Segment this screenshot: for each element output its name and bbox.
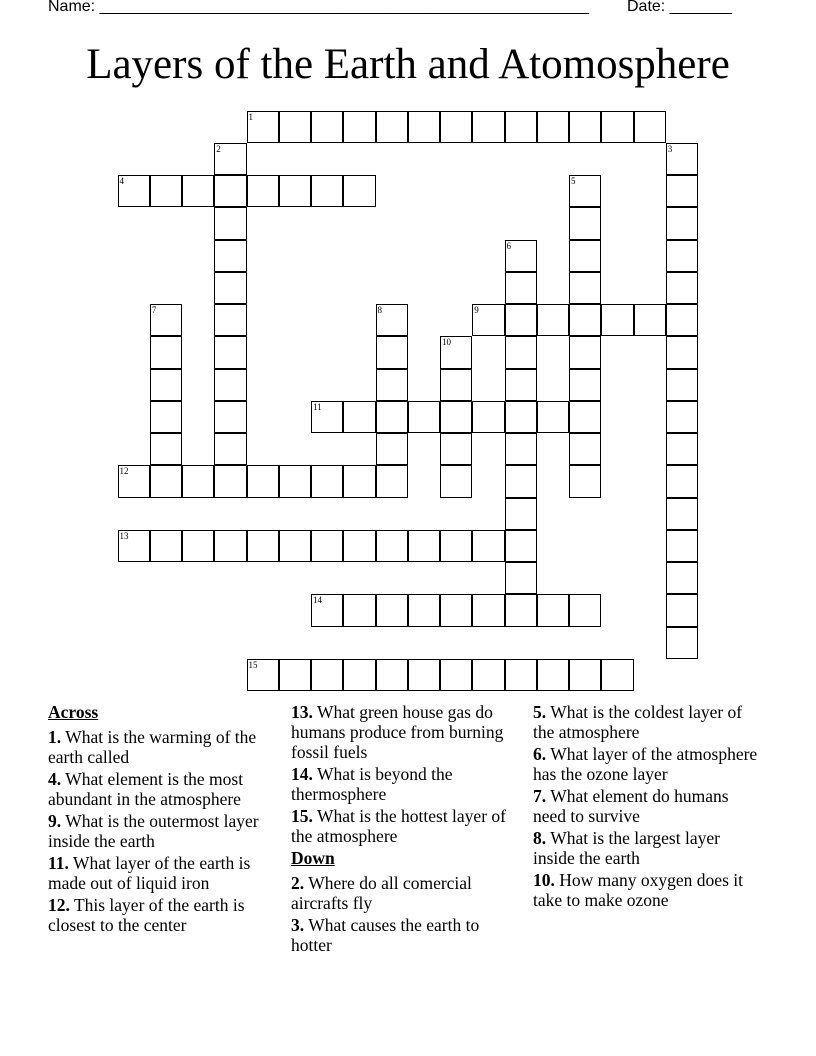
crossword-cell[interactable] xyxy=(537,594,569,626)
crossword-cell-8[interactable] xyxy=(376,304,408,336)
crossword-cell[interactable] xyxy=(505,465,537,497)
crossword-cell[interactable] xyxy=(601,659,633,691)
clue-number: 4. xyxy=(48,769,62,789)
crossword-cell[interactable] xyxy=(505,498,537,530)
crossword-cell[interactable] xyxy=(214,336,246,368)
crossword-cell[interactable] xyxy=(505,336,537,368)
crossword-cell[interactable] xyxy=(279,530,311,562)
crossword-cell[interactable] xyxy=(666,272,698,304)
clue-number: 10. xyxy=(533,870,555,890)
clue-text: This layer of the earth is closest to the center xyxy=(48,895,245,935)
crossword-cell[interactable] xyxy=(247,175,279,207)
crossword-cell[interactable] xyxy=(311,175,343,207)
crossword-cell[interactable] xyxy=(182,175,214,207)
clue-number: 13. xyxy=(291,702,313,722)
crossword-cell[interactable] xyxy=(440,433,472,465)
cell-number: 1 xyxy=(248,111,253,122)
crossword-cell[interactable] xyxy=(214,369,246,401)
clue-number: 8. xyxy=(533,828,547,848)
crossword-cell[interactable] xyxy=(666,401,698,433)
crossword-cell[interactable] xyxy=(569,272,601,304)
crossword-cell[interactable] xyxy=(537,111,569,143)
clue-across-15 xyxy=(291,806,523,846)
cell-number: 6 xyxy=(506,240,511,251)
crossword-cell[interactable] xyxy=(505,111,537,143)
clue-number: 1. xyxy=(48,727,62,747)
crossword-cell[interactable] xyxy=(569,240,601,272)
clue-text: What is the hottest layer of the atmosphere xyxy=(291,806,506,846)
crossword-cell-6[interactable] xyxy=(505,240,537,272)
crossword-cell[interactable] xyxy=(505,530,537,562)
crossword-cell[interactable] xyxy=(408,659,440,691)
crossword-cell[interactable] xyxy=(440,465,472,497)
clue-text: What element is the most abundant in the atmosphere xyxy=(48,769,244,809)
crossword-cell[interactable] xyxy=(311,111,343,143)
clue-text: What green house gas do humans produce from burning fossil fuels xyxy=(291,702,504,762)
crossword-cell[interactable] xyxy=(569,594,601,626)
clue-column-2 xyxy=(291,702,523,957)
crossword-cell[interactable] xyxy=(150,336,182,368)
crossword-cell[interactable] xyxy=(440,111,472,143)
clue-across-4 xyxy=(48,769,280,809)
clue-down-3 xyxy=(291,915,523,955)
crossword-cell[interactable] xyxy=(666,175,698,207)
crossword-cell[interactable] xyxy=(376,594,408,626)
crossword-cell[interactable] xyxy=(569,433,601,465)
crossword-cell[interactable] xyxy=(376,111,408,143)
crossword-cell[interactable] xyxy=(311,530,343,562)
crossword-cell[interactable] xyxy=(343,175,375,207)
crossword-cell[interactable] xyxy=(150,369,182,401)
crossword-cell[interactable] xyxy=(150,433,182,465)
down-heading: Down xyxy=(291,848,335,868)
clue-across-12 xyxy=(48,895,280,935)
crossword-cell[interactable] xyxy=(214,175,246,207)
crossword-cell[interactable] xyxy=(569,401,601,433)
clue-number: 5. xyxy=(533,702,547,722)
cell-number: 14 xyxy=(313,595,322,606)
crossword-cell[interactable] xyxy=(440,369,472,401)
crossword-cell[interactable] xyxy=(440,530,472,562)
crossword-cell[interactable] xyxy=(376,433,408,465)
crossword-cell[interactable] xyxy=(376,659,408,691)
crossword-cell-13[interactable] xyxy=(118,530,150,562)
cell-number: 4 xyxy=(119,176,124,186)
crossword-cell[interactable] xyxy=(537,401,569,433)
crossword-cell[interactable] xyxy=(214,530,246,562)
crossword-cell[interactable] xyxy=(472,401,504,433)
crossword-cell[interactable] xyxy=(601,111,633,143)
crossword-cell-15[interactable] xyxy=(247,659,279,691)
crossword-cell[interactable] xyxy=(376,530,408,562)
clue-text: What layer of the atmosphere has the ozone layer xyxy=(533,744,758,784)
crossword-cell[interactable] xyxy=(214,207,246,239)
clue-number: 11. xyxy=(48,853,69,873)
clue-text: Where do all comercial aircrafts fly xyxy=(291,873,472,913)
crossword-cell[interactable] xyxy=(472,111,504,143)
crossword-cell-1[interactable] xyxy=(247,111,279,143)
clue-across-11 xyxy=(48,853,280,893)
crossword-cell[interactable] xyxy=(472,530,504,562)
crossword-cell[interactable] xyxy=(343,465,375,497)
crossword-cell-3[interactable] xyxy=(666,143,698,175)
crossword-cell[interactable] xyxy=(569,111,601,143)
crossword-cell[interactable] xyxy=(666,207,698,239)
cell-number: 12 xyxy=(119,466,129,477)
crossword-cell[interactable] xyxy=(150,401,182,433)
crossword-cell[interactable] xyxy=(666,627,698,659)
crossword-cell[interactable] xyxy=(247,530,279,562)
crossword-cell[interactable] xyxy=(569,336,601,368)
cell-number: 2 xyxy=(216,143,221,154)
crossword-cell[interactable] xyxy=(311,465,343,497)
crossword-cell[interactable] xyxy=(472,594,504,626)
crossword-cell[interactable] xyxy=(505,594,537,626)
crossword-cell[interactable] xyxy=(343,594,375,626)
crossword-cell[interactable] xyxy=(666,530,698,562)
clue-number: 9. xyxy=(48,811,62,831)
crossword-cell[interactable] xyxy=(666,433,698,465)
crossword-cell[interactable] xyxy=(343,659,375,691)
crossword-cell[interactable] xyxy=(408,530,440,562)
crossword-cell-7[interactable] xyxy=(150,304,182,336)
crossword-cell[interactable] xyxy=(505,272,537,304)
clue-text: What layer of the earth is made out of liquid iron xyxy=(48,853,251,893)
clue-number: 7. xyxy=(533,786,547,806)
crossword-cell[interactable] xyxy=(666,498,698,530)
crossword-cell[interactable] xyxy=(537,304,569,336)
crossword-cell[interactable] xyxy=(666,336,698,368)
cell-number: 8 xyxy=(377,305,382,315)
crossword-cell[interactable] xyxy=(408,401,440,433)
clue-text: What is beyond the thermosphere xyxy=(291,764,453,804)
crossword-cell-10[interactable] xyxy=(440,336,472,368)
crossword-cell[interactable] xyxy=(666,240,698,272)
crossword-cell[interactable] xyxy=(666,465,698,497)
crossword-cell[interactable] xyxy=(182,465,214,497)
crossword-cell[interactable] xyxy=(214,240,246,272)
clue-number: 14. xyxy=(291,764,313,784)
crossword-cell[interactable] xyxy=(505,304,537,336)
crossword-cell[interactable] xyxy=(505,659,537,691)
clue-across-13 xyxy=(291,702,523,762)
clue-down-5 xyxy=(533,702,765,742)
clue-text: What is the warming of the earth called xyxy=(48,727,257,767)
crossword-cell[interactable] xyxy=(214,272,246,304)
crossword-cell-9[interactable] xyxy=(472,304,504,336)
crossword-cell-11[interactable] xyxy=(311,401,343,433)
clue-text: What is the largest layer inside the earth xyxy=(533,828,720,868)
cell-number: 5 xyxy=(571,176,576,186)
crossword-cell[interactable] xyxy=(472,659,504,691)
crossword-cell[interactable] xyxy=(666,594,698,626)
crossword-cell[interactable] xyxy=(569,465,601,497)
crossword-cell[interactable] xyxy=(505,562,537,594)
crossword-cell[interactable] xyxy=(376,369,408,401)
crossword-cell[interactable] xyxy=(666,562,698,594)
crossword-cell[interactable] xyxy=(150,175,182,207)
cell-number: 11 xyxy=(313,401,322,412)
clue-across-14 xyxy=(291,764,523,804)
crossword-cell[interactable] xyxy=(182,530,214,562)
cell-number: 9 xyxy=(474,305,479,315)
crossword-cell[interactable] xyxy=(505,401,537,433)
crossword-cell[interactable] xyxy=(569,207,601,239)
across-heading: Across xyxy=(48,702,99,722)
crossword-cell[interactable] xyxy=(408,594,440,626)
crossword-cell-2[interactable] xyxy=(214,143,246,175)
crossword-cell[interactable] xyxy=(214,465,246,497)
crossword-cell[interactable] xyxy=(279,465,311,497)
crossword-cell[interactable] xyxy=(408,111,440,143)
clue-down-6 xyxy=(533,744,765,784)
crossword-cell[interactable] xyxy=(343,530,375,562)
clue-text: What is the coldest layer of the atmosphere xyxy=(533,702,743,742)
crossword-cell[interactable] xyxy=(376,465,408,497)
clue-down-8 xyxy=(533,828,765,868)
name-field[interactable]: Name: _______________________________________________________ xyxy=(48,0,589,15)
crossword-cell[interactable] xyxy=(279,175,311,207)
clue-across-9 xyxy=(48,811,280,851)
clue-number: 15. xyxy=(291,806,313,826)
crossword-cell[interactable] xyxy=(376,401,408,433)
crossword-cell[interactable] xyxy=(569,304,601,336)
crossword-cell[interactable] xyxy=(440,659,472,691)
crossword-cell[interactable] xyxy=(214,304,246,336)
cell-number: 10 xyxy=(442,337,451,348)
crossword-cell[interactable] xyxy=(569,369,601,401)
crossword-cell[interactable] xyxy=(150,465,182,497)
crossword-cell[interactable] xyxy=(440,401,472,433)
cell-number: 15 xyxy=(248,659,258,670)
clue-down-2 xyxy=(291,873,523,913)
date-field[interactable]: Date: _______ xyxy=(627,0,732,15)
crossword-cell-4[interactable] xyxy=(118,175,150,207)
clue-column-3 xyxy=(533,702,765,912)
crossword-cell[interactable] xyxy=(505,433,537,465)
crossword-cell[interactable] xyxy=(247,465,279,497)
clue-text: How many oxygen does it take to make ozone xyxy=(533,870,743,910)
crossword-cell[interactable] xyxy=(214,401,246,433)
crossword-cell[interactable] xyxy=(376,336,408,368)
clue-text: What causes the earth to hotter xyxy=(291,915,480,955)
crossword-cell[interactable] xyxy=(634,111,666,143)
crossword-cell[interactable] xyxy=(601,304,633,336)
clue-number: 3. xyxy=(291,915,305,935)
crossword-cell[interactable] xyxy=(279,111,311,143)
page-title: Layers of the Earth and Atomosphere xyxy=(86,41,730,88)
crossword-cell[interactable] xyxy=(343,401,375,433)
crossword-cell[interactable] xyxy=(150,530,182,562)
clue-number: 12. xyxy=(48,895,70,915)
clue-text: What element do humans need to survive xyxy=(533,786,729,826)
clue-across-1 xyxy=(48,727,280,767)
crossword-cell[interactable] xyxy=(311,659,343,691)
clue-text: What is the outermost layer inside the earth xyxy=(48,811,259,851)
crossword-cell[interactable] xyxy=(666,304,698,336)
crossword-cell[interactable] xyxy=(440,594,472,626)
clue-down-10 xyxy=(533,870,765,910)
clue-number: 6. xyxy=(533,744,547,764)
clue-column-1 xyxy=(48,702,280,937)
crossword-cell[interactable] xyxy=(505,369,537,401)
crossword-cell-14[interactable] xyxy=(311,594,343,626)
crossword-cell-12[interactable] xyxy=(118,465,150,497)
crossword-cell-5[interactable] xyxy=(569,175,601,207)
cell-number: 13 xyxy=(119,530,129,541)
clue-number: 2. xyxy=(291,873,305,893)
crossword-cell[interactable] xyxy=(214,433,246,465)
crossword-cell[interactable] xyxy=(569,659,601,691)
cell-number: 3 xyxy=(667,143,673,154)
crossword-cell[interactable] xyxy=(343,111,375,143)
crossword-cell[interactable] xyxy=(666,369,698,401)
clue-down-7 xyxy=(533,786,765,826)
crossword-cell[interactable] xyxy=(279,659,311,691)
cell-number: 7 xyxy=(151,305,157,315)
crossword-cell[interactable] xyxy=(634,304,666,336)
crossword-cell[interactable] xyxy=(537,659,569,691)
